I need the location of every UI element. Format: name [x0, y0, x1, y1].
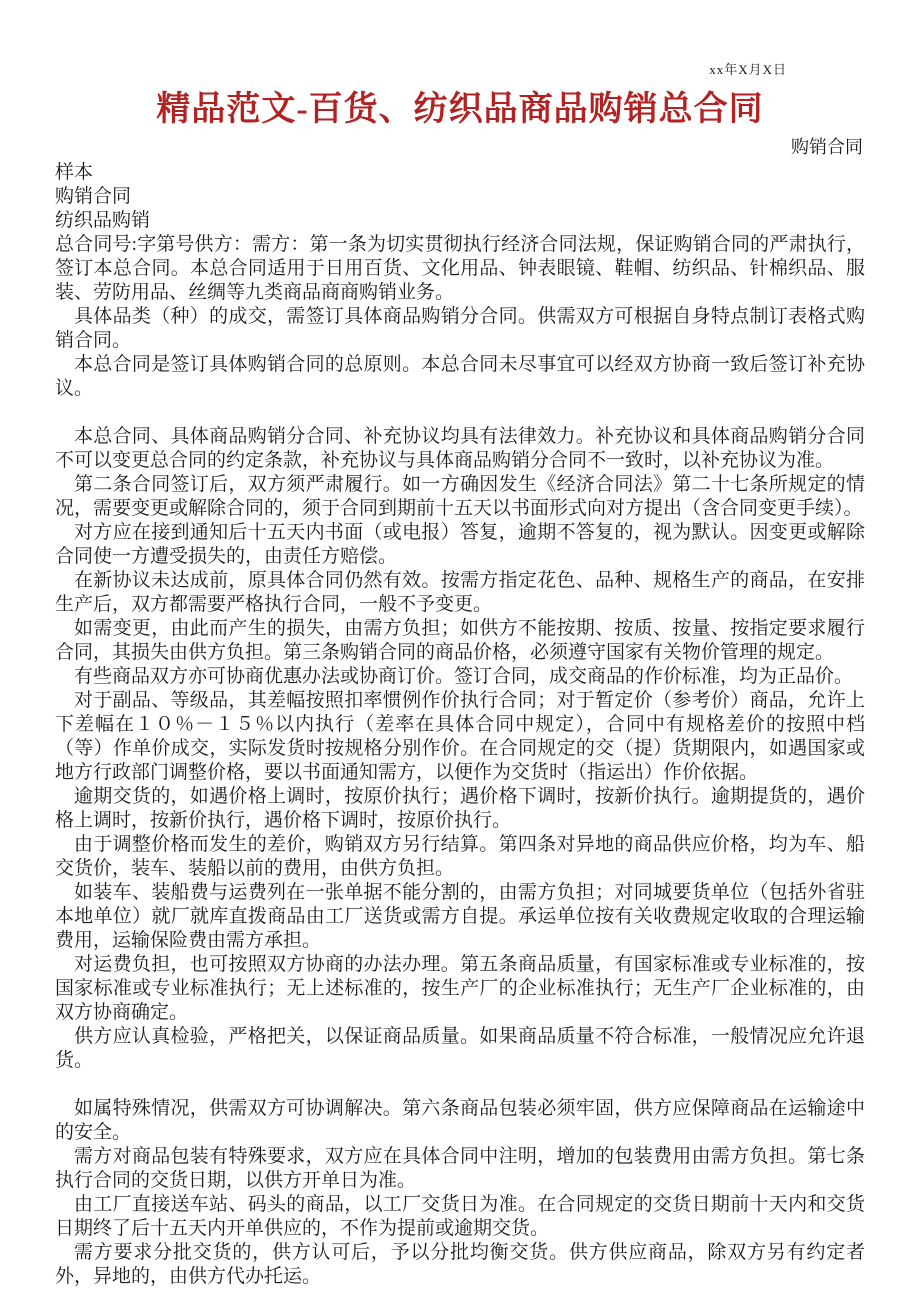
- paragraph: 有些商品双方亦可协商优惠办法或协商订价。签订合同，成交商品的作价标准，均为正品价。: [74, 666, 854, 687]
- meta-line: 纺织品购销: [55, 210, 151, 231]
- document-title: 精品范文-百货、纺织品商品购销总合同: [156, 91, 764, 128]
- paragraph: 对运费负担，也可按照双方协商的办法办理。第五条商品质量，有国家标准或专业标准的，按国家标准或专业标准执行；无上述标准的，按生产厂的企业标准执行；无生产厂企业标准的，由双方协商确定。: [55, 954, 865, 1023]
- paragraph: 在新协议未达成前，原具体合同仍然有效。按需方指定花色、品种、规格生产的商品，在安排生产后，双方都需要严格执行合同，一般不予变更。: [55, 570, 865, 615]
- paragraph: 本总合同、具体商品购销分合同、补充协议均具有法律效力。补充协议和具体商品购销分合同不可以变更总合同的约定条款，补充协议与具体商品购销分合同不一致时，以补充协议为准。: [55, 426, 865, 471]
- paragraph: 对方应在接到通知后十五天内书面（或电报）答复，逾期不答复的，视为默认。因变更或解除合同使一方遭受损失的，由责任方赔偿。: [55, 522, 865, 567]
- subtitle-right-label: 购销合同: [791, 137, 863, 157]
- paragraph: 总合同号:字第号供方：需方：第一条为切实贯彻执行经济合同法规，保证购销合同的严肃执行，签订本总合同。本总合同适用于日用百货、文化用品、钟表眼镜、鞋帽、纺织品、针棉织品、服装、劳防用品、丝绸等九类商品商商购销业务。: [55, 234, 865, 303]
- paragraph: 如属特殊情况，供需双方可协调解决。第六条商品包装必须牢固，供方应保障商品在运输途中的安全。: [55, 1098, 865, 1143]
- meta-line: 购销合同: [55, 186, 132, 207]
- paragraph: 如需变更，由此而产生的损失，由需方负担；如供方不能按期、按质、按量、按指定要求履行合同，其损失由供方负担。第三条购销合同的商品价格，必须遵守国家有关物价管理的规定。: [55, 618, 865, 663]
- paragraph: 第二条合同签订后，双方须严肃履行。如一方确因发生《经济合同法》第二十七条所规定的情况，需要变更或解除合同的，须于合同到期前十五天以书面形式向对方提出（含合同变更手续）。: [55, 474, 865, 519]
- contract-body: [55, 161, 865, 1289]
- paragraph: 供方应认真检验，严格把关，以保证商品质量。如果商品质量不符合标准，一般情况应允许退货。: [55, 1026, 865, 1071]
- blank-line: [55, 1073, 865, 1097]
- paragraph: 需方要求分批交货的，供方认可后，予以分批均衡交货。供方供应商品，除双方另有约定者外，异地的，由供方代办托运。: [55, 1242, 865, 1287]
- paragraph: 由工厂直接送车站、码头的商品，以工厂交货日为准。在合同规定的交货日期前十天内和交货日期终了后十五天内开单供应的，不作为提前或逾期交货。: [55, 1194, 865, 1239]
- date-line: xx年X月X日: [709, 62, 787, 77]
- paragraph: 如装车、装船费与运费列在一张单据不能分割的，由需方负担；对同城要货单位（包括外省驻本地单位）就厂就库直拨商品由工厂送货或需方自提。承运单位按有关收费规定收取的合理运输费用，运输保险费由需方承担。: [55, 882, 865, 951]
- paragraph: 由于调整价格而发生的差价，购销双方另行结算。第四条对异地的商品供应价格，均为车、船交货价，装车、装船以前的费用，由供方负担。: [55, 834, 865, 879]
- paragraph: 本总合同是签订具体购销合同的总原则。本总合同未尽事宜可以经双方协商一致后签订补充协议。: [55, 354, 865, 399]
- blank-line: [55, 401, 865, 425]
- meta-line: 样本: [55, 162, 94, 183]
- paragraph: 具体品类（种）的成交，需签订具体商品购销分合同。供需双方可根据自身特点制订表格式购销合同。: [55, 306, 865, 351]
- paragraph: 逾期交货的，如遇价格上调时，按原价执行；遇价格下调时，按新价执行。逾期提货的，遇价格上调时，按新价执行，遇价格下调时，按原价执行。: [55, 786, 865, 831]
- paragraph: 需方对商品包装有特殊要求，双方应在具体合同中注明，增加的包装费用由需方负担。第七条执行合同的交货日期，以供方开单日为准。: [55, 1146, 865, 1191]
- paragraph: 对于副品、等级品，其差幅按照扣率惯例作价执行合同；对于暂定价（参考价）商品，允许上下差幅在１０％－１５％以内执行（差率在具体合同中规定），合同中有规格差价的按照中档（等）作单价成交，实际发货时按规格分别作价。在合同规定的交（提）货期限内，如遇国家或地方行政部门调整价格，要以书面通知需方，以便作为交货时（指运出）作价依据。: [55, 690, 865, 783]
